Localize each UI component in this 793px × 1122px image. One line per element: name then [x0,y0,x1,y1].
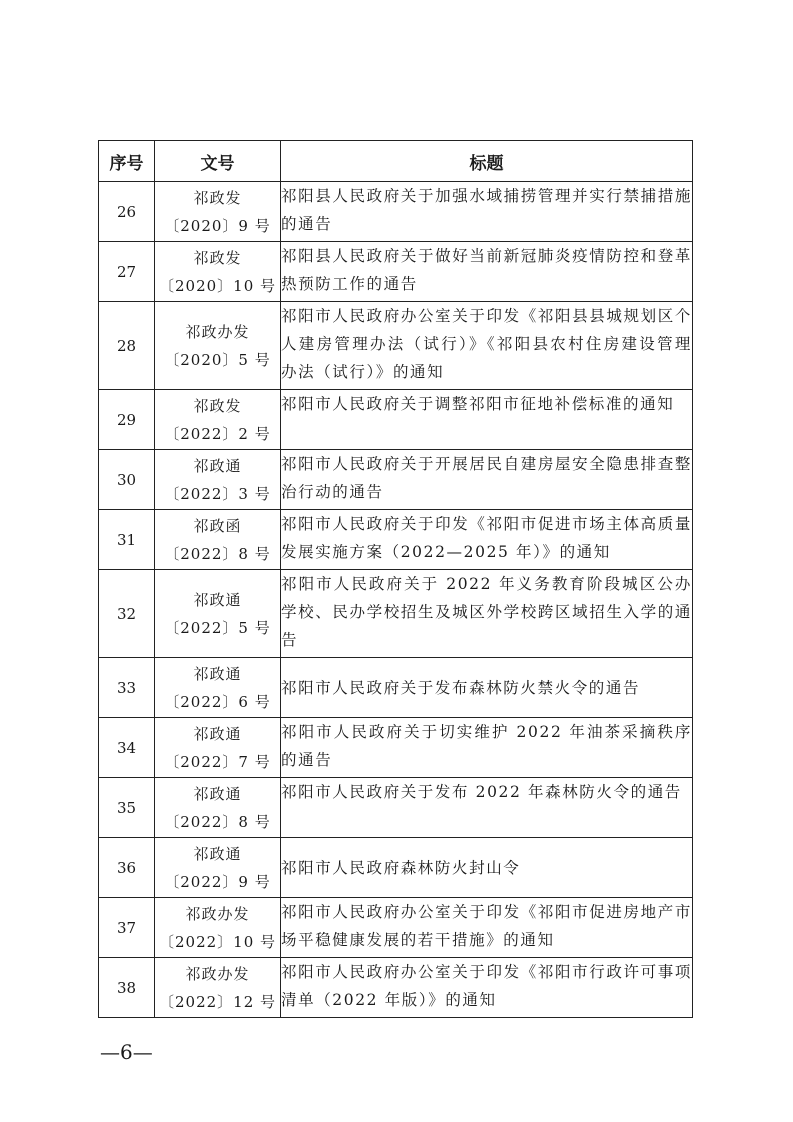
row-num: 37 [99,898,155,958]
row-num: 30 [99,450,155,510]
docno-number: 〔2022〕3 号 [164,484,271,503]
docno-number: 〔2020〕5 号 [164,350,271,369]
table-row [99,898,693,958]
row-title: 祁阳县人民政府关于加强水域捕捞管理并实行禁捕措施的通告 [281,182,693,242]
docno-prefix: 祁政办发 [185,322,250,341]
docno-number: 〔2020〕10 号 [158,276,277,295]
row-title: 祁阳市人民政府办公室关于印发《祁阳市促进房地产市场平稳健康发展的若干措施》的通知 [281,898,693,958]
row-title: 祁阳市人民政府关于发布森林防火禁火令的通告 [281,658,693,718]
docno-number: 〔2022〕9 号 [164,872,271,891]
row-title: 祁阳市人民政府办公室关于印发《祁阳市行政许可事项清单（2022 年版）》的通知 [281,958,693,1018]
table-row [99,242,693,302]
row-docno [155,302,281,390]
row-num: 32 [99,570,155,658]
page-number: —6— [100,1040,153,1064]
row-num: 33 [99,658,155,718]
row-docno [155,658,281,718]
row-num: 34 [99,718,155,778]
docno-number: 〔2022〕5 号 [164,618,271,637]
docno-number: 〔2020〕9 号 [164,216,271,235]
docno-prefix: 祁政通 [193,456,242,475]
table-row [99,838,693,898]
table-row [99,658,693,718]
row-docno [155,450,281,510]
row-num: 28 [99,302,155,390]
row-num: 29 [99,390,155,450]
document-table [98,140,693,1018]
table-row [99,450,693,510]
row-title: 祁阳市人民政府关于开展居民自建房屋安全隐患排查整治行动的通告 [281,450,693,510]
row-docno [155,242,281,302]
table-row [99,302,693,390]
row-docno [155,570,281,658]
docno-prefix: 祁政函 [193,516,242,535]
docno-prefix: 祁政办发 [185,964,250,983]
row-num: 26 [99,182,155,242]
row-num: 27 [99,242,155,302]
row-title: 祁阳市人民政府关于切实维护 2022 年油茶采摘秩序的通告 [281,718,693,778]
table-row [99,570,693,658]
row-docno [155,390,281,450]
table-row [99,718,693,778]
header-num: 序号 [99,141,155,182]
docno-number: 〔2022〕8 号 [164,812,271,831]
row-title: 祁阳县人民政府关于做好当前新冠肺炎疫情防控和登革热预防工作的通告 [281,242,693,302]
table-row [99,182,693,242]
docno-prefix: 祁政通 [193,784,242,803]
row-docno [155,898,281,958]
row-title: 祁阳市人民政府办公室关于印发《祁阳县县城规划区个人建房管理办法（试行）》《祁阳县农村住房建设管理办法（试行）》的通知 [281,302,693,390]
docno-prefix: 祁政发 [193,188,242,207]
docno-prefix: 祁政发 [193,396,242,415]
row-docno [155,838,281,898]
row-docno [155,718,281,778]
row-title: 祁阳市人民政府关于印发《祁阳市促进市场主体高质量发展实施方案（2022—2025 年）》的通知 [281,510,693,570]
row-num: 38 [99,958,155,1018]
header-title: 标题 [281,141,693,182]
row-docno [155,182,281,242]
row-num: 31 [99,510,155,570]
table-row [99,958,693,1018]
table-row [99,510,693,570]
docno-prefix: 祁政通 [193,664,242,683]
row-title: 祁阳市人民政府森林防火封山令 [281,838,693,898]
table-header-row [99,141,693,182]
row-docno [155,510,281,570]
row-num: 35 [99,778,155,838]
docno-prefix: 祁政通 [193,844,242,863]
docno-prefix: 祁政通 [193,724,242,743]
docno-number: 〔2022〕7 号 [164,752,271,771]
docno-prefix: 祁政发 [193,248,242,267]
docno-number: 〔2022〕12 号 [158,992,277,1011]
row-docno [155,778,281,838]
docno-number: 〔2022〕6 号 [164,692,271,711]
row-docno [155,958,281,1018]
row-title: 祁阳市人民政府关于调整祁阳市征地补偿标准的通知 [281,390,693,450]
docno-number: 〔2022〕8 号 [164,544,271,563]
docno-prefix: 祁政办发 [185,904,250,923]
table-row [99,390,693,450]
header-docno: 文号 [155,141,281,182]
row-num: 36 [99,838,155,898]
docno-prefix: 祁政通 [193,590,242,609]
row-title: 祁阳市人民政府关于发布 2022 年森林防火令的通告 [281,778,693,838]
docno-number: 〔2022〕2 号 [164,424,271,443]
docno-number: 〔2022〕10 号 [158,932,277,951]
row-title: 祁阳市人民政府关于 2022 年义务教育阶段城区公办学校、民办学校招生及城区外学校跨区域招生入学的通告 [281,570,693,658]
table-row [99,778,693,838]
